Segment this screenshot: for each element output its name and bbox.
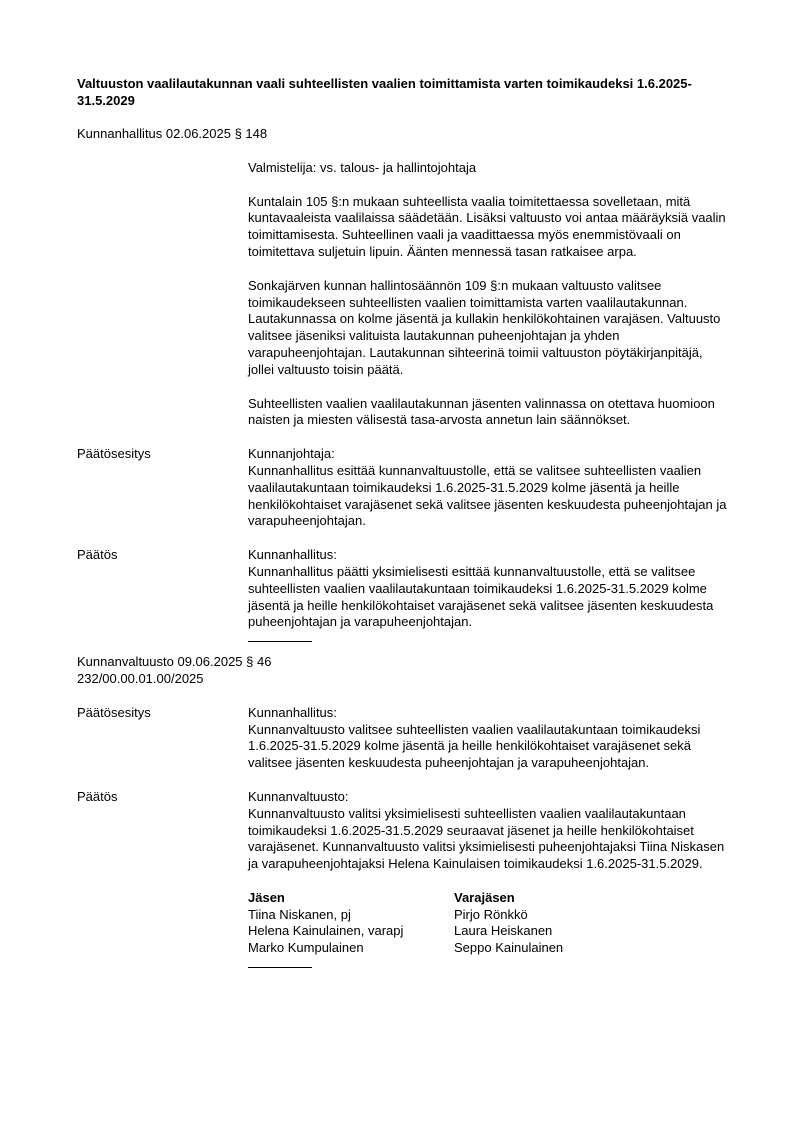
kv-proposal-section — [77, 705, 727, 772]
kh-paragraph-3: Suhteellisten vaalien vaalilautakunnan jäsenten valinnassa on otettava huomioon naisten ja miesten välisestä tasa-arvosta annetun lain säännökset. — [248, 395, 715, 428]
deputies-column — [454, 890, 654, 957]
kh-meeting-line: Kunnanhallitus 02.06.2025 § 148 — [77, 126, 268, 141]
kh-paragraph-1: Kuntalain 105 §:n mukaan suhteellista vaalia toimitettaessa sovelletaan, mitä kuntavaaleista vaalilaissa säädetään. Lisäksi valtuusto voi antaa määräyksiä vaalin toimittamisesta. Suhteellinen vaali ja vaadittaessa myös enemmistövaali on toimitettava suljetuin lipuin. Äänten mennessä tasan ratkaisee arpa. — [248, 193, 726, 259]
kh-decision-text: Kunnanhallitus päätti yksimielisesti esittää kunnanvaltuustolle, että se valitsee suhteellisten vaalien vaalilautakuntaan toimikaudeksi 1.6.2025-31.5.2029 kolme jäsentä ja heille henkilökohtaiset varajäsenet sekä valitsee jäsenten keskuudesta puheenjohtajan ja varapuheenjohtajan. — [248, 563, 714, 630]
kv-decision-section — [77, 789, 727, 968]
kh-decision-by: Kunnanhallitus: — [248, 547, 337, 563]
document-page — [77, 76, 727, 968]
kv-decision-by: Kunnanvaltuusto: — [248, 788, 349, 804]
document-title: Valtuuston vaalilautakunnan vaali suhteellisten vaalien toimittamista varten toimikaudeksi 1.6.2025-31.5.2029 — [77, 76, 692, 108]
kv-meeting-line: Kunnanvaltuusto 09.06.2025 § 46 — [77, 654, 272, 670]
kv-proposal-text: Kunnanvaltuusto valitsee suhteellisten vaalien vaalilautakuntaan toimikaudeksi 1.6.2025-31.5.2029 kolme jäsentä ja heille henkilökohtaiset varajäsenet sekä valitsee jäsenten keskuudesta puheenjohtajan ja varapuheenjohtajan. — [248, 721, 701, 771]
members-header: Jäsen — [248, 889, 285, 905]
separator-line — [248, 967, 312, 968]
separator-line — [248, 641, 312, 642]
kh-decision-section — [77, 547, 727, 642]
kv-decision-text: Kunnanvaltuusto valitsi yksimielisesti suhteellisten vaalien vaalilautakuntaan toimikaudeksi 1.6.2025-31.5.2029 seuraavat jäsenet ja heille henkilökohtaiset varajäsenet. Kunnanvaltuusto valitsi yksimielisesti puheenjohtajaksi Tiina Niskasen ja varapuheenjohtajaksi Helena Kainulaisen toimikaudeksi 1.6.2025-31.5.2029. — [248, 805, 725, 872]
members-table — [248, 890, 727, 957]
members-column — [248, 890, 454, 957]
kv-proposal-by: Kunnanhallitus: — [248, 704, 337, 720]
member-name: Marko Kumpulainen — [248, 940, 364, 956]
member-name: Tiina Niskanen, pj — [248, 906, 351, 922]
kh-paragraph-2: Sonkajärven kunnan hallintosäännön 109 §:n mukaan valtuusto valitsee toimikaudekseen suhteellisten vaalien toimittamista varten vaalilautakunnan. Lautakunnassa on kolme jäsentä ja kullakin henkilökohtainen varajäsen. Valtuusto valitsee jäseniksi valituista lautakunnan puheenjohtajan ja yhden varapuheenjohtajan. Lautakunnan sihteerinä toimii valtuuston pöytäkirjanpitäjä, jollei valtuusto toisin päätä. — [248, 277, 721, 377]
kv-decision-label: Päätös — [77, 788, 118, 804]
kh-proposal-section — [77, 446, 727, 530]
kh-proposal-label: Päätösesitys — [77, 446, 151, 462]
deputy-name: Seppo Kainulainen — [454, 940, 564, 956]
kv-record-id: 232/00.00.01.00/2025 — [77, 670, 204, 686]
member-name: Helena Kainulainen, varapj — [248, 923, 404, 939]
deputies-header: Varajäsen — [454, 889, 515, 905]
deputy-name: Pirjo Rönkkö — [454, 906, 528, 922]
kh-proposal-text: Kunnanhallitus esittää kunnanvaltuustolle, että se valitsee suhteellisten vaalien vaalilautakuntaan toimikaudeksi 1.6.2025-31.5.2029 kolme jäsentä ja heille henkilökohtaiset varajäsenet sekä valitsee jäsenten keskuudesta puheenjohtajan ja varapuheenjohtajan. — [248, 462, 727, 529]
kh-preparer: Valmistelija: vs. talous- ja hallintojohtaja — [248, 159, 477, 175]
kh-proposal-by: Kunnanjohtaja: — [248, 446, 335, 462]
deputy-name: Laura Heiskanen — [454, 923, 553, 939]
kh-decision-label: Päätös — [77, 547, 118, 563]
kv-proposal-label: Päätösesitys — [77, 704, 151, 720]
